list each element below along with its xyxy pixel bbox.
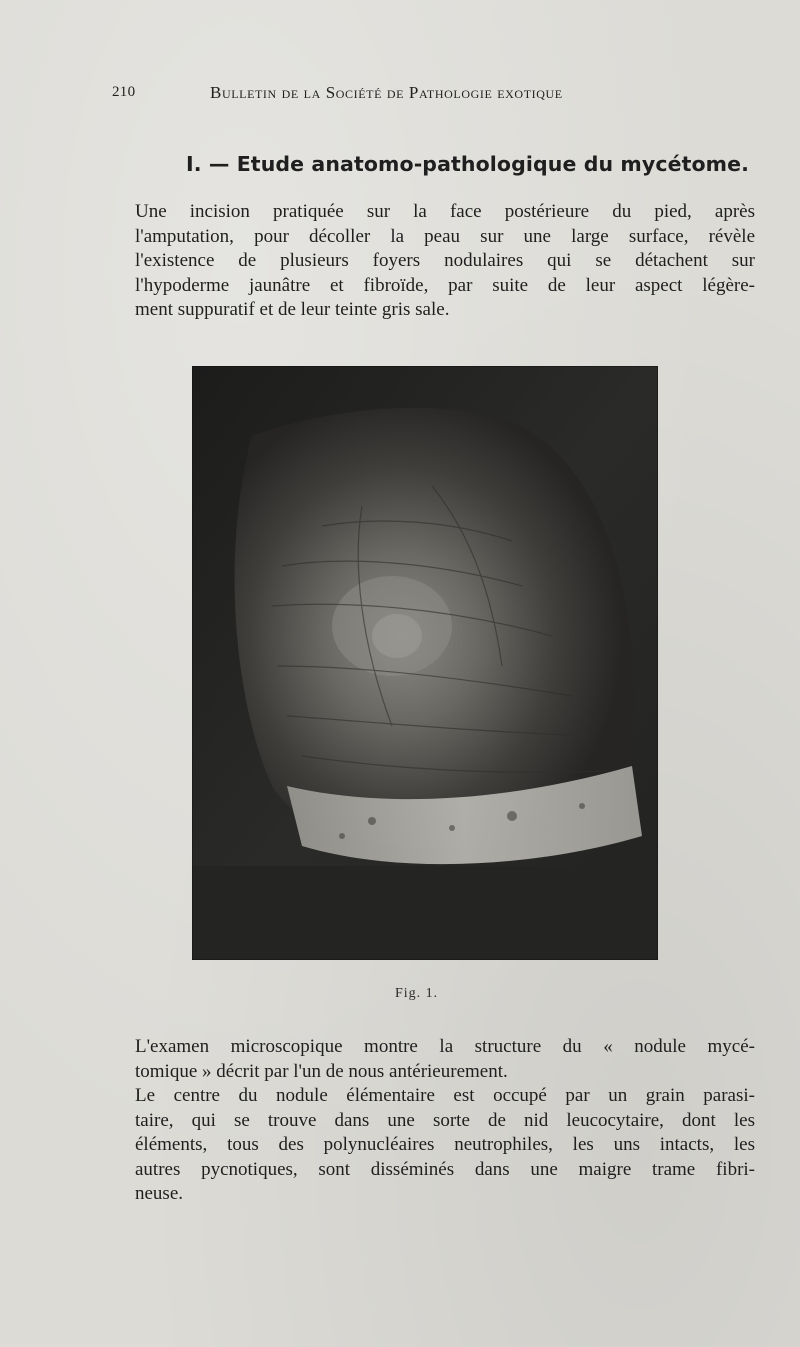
- paragraph-line: ment suppuratif et de leur teinte gris sale.: [135, 299, 450, 321]
- figure-caption: Fig. 1.: [395, 986, 439, 1001]
- paragraph-nodule-center: [135, 1084, 755, 1207]
- paragraph-line: Le centre du nodule élémentaire est occupé par un grain parasi-: [135, 1085, 755, 1106]
- page-number: 210: [112, 84, 136, 100]
- paragraph-line: Une incision pratiquée sur la face postérieure du pied, après: [135, 201, 755, 222]
- paragraph-line: taire, qui se trouve dans une sorte de nid leucocytaire, dont les: [135, 1109, 755, 1131]
- photograph-foot-specimen: [192, 366, 658, 960]
- paragraph-line: éléments, tous des polynucléaires neutrophiles, les uns intacts, les: [135, 1134, 755, 1156]
- paragraph-line: l'hypoderme jaunâtre et fibroïde, par suite de leur aspect légère-: [135, 274, 755, 296]
- figure-photograph: [192, 366, 658, 960]
- paragraph-line: l'amputation, pour décoller la peau sur une large surface, révèle: [135, 225, 755, 247]
- paragraph-line: tomique » décrit par l'un de nous antérieurement.: [135, 1060, 508, 1082]
- journal-title: Bulletin de la Société de Pathologie exotique: [210, 83, 563, 102]
- section-heading: I. — Etude anatomo-pathologique du mycétome.: [186, 152, 750, 176]
- paragraph-microscopic-exam: [135, 1035, 755, 1084]
- paragraph-line: l'existence de plusieurs foyers nodulaires qui se détachent sur: [135, 250, 755, 272]
- running-header: [112, 84, 672, 108]
- paragraph-line: neuse.: [135, 1183, 184, 1205]
- paragraph-line: L'examen microscopique montre la structure du « nodule mycé-: [135, 1036, 755, 1057]
- paragraph-incision: [135, 200, 755, 323]
- paragraph-line: autres pycnotiques, sont disséminés dans une maigre trame fibri-: [135, 1158, 755, 1180]
